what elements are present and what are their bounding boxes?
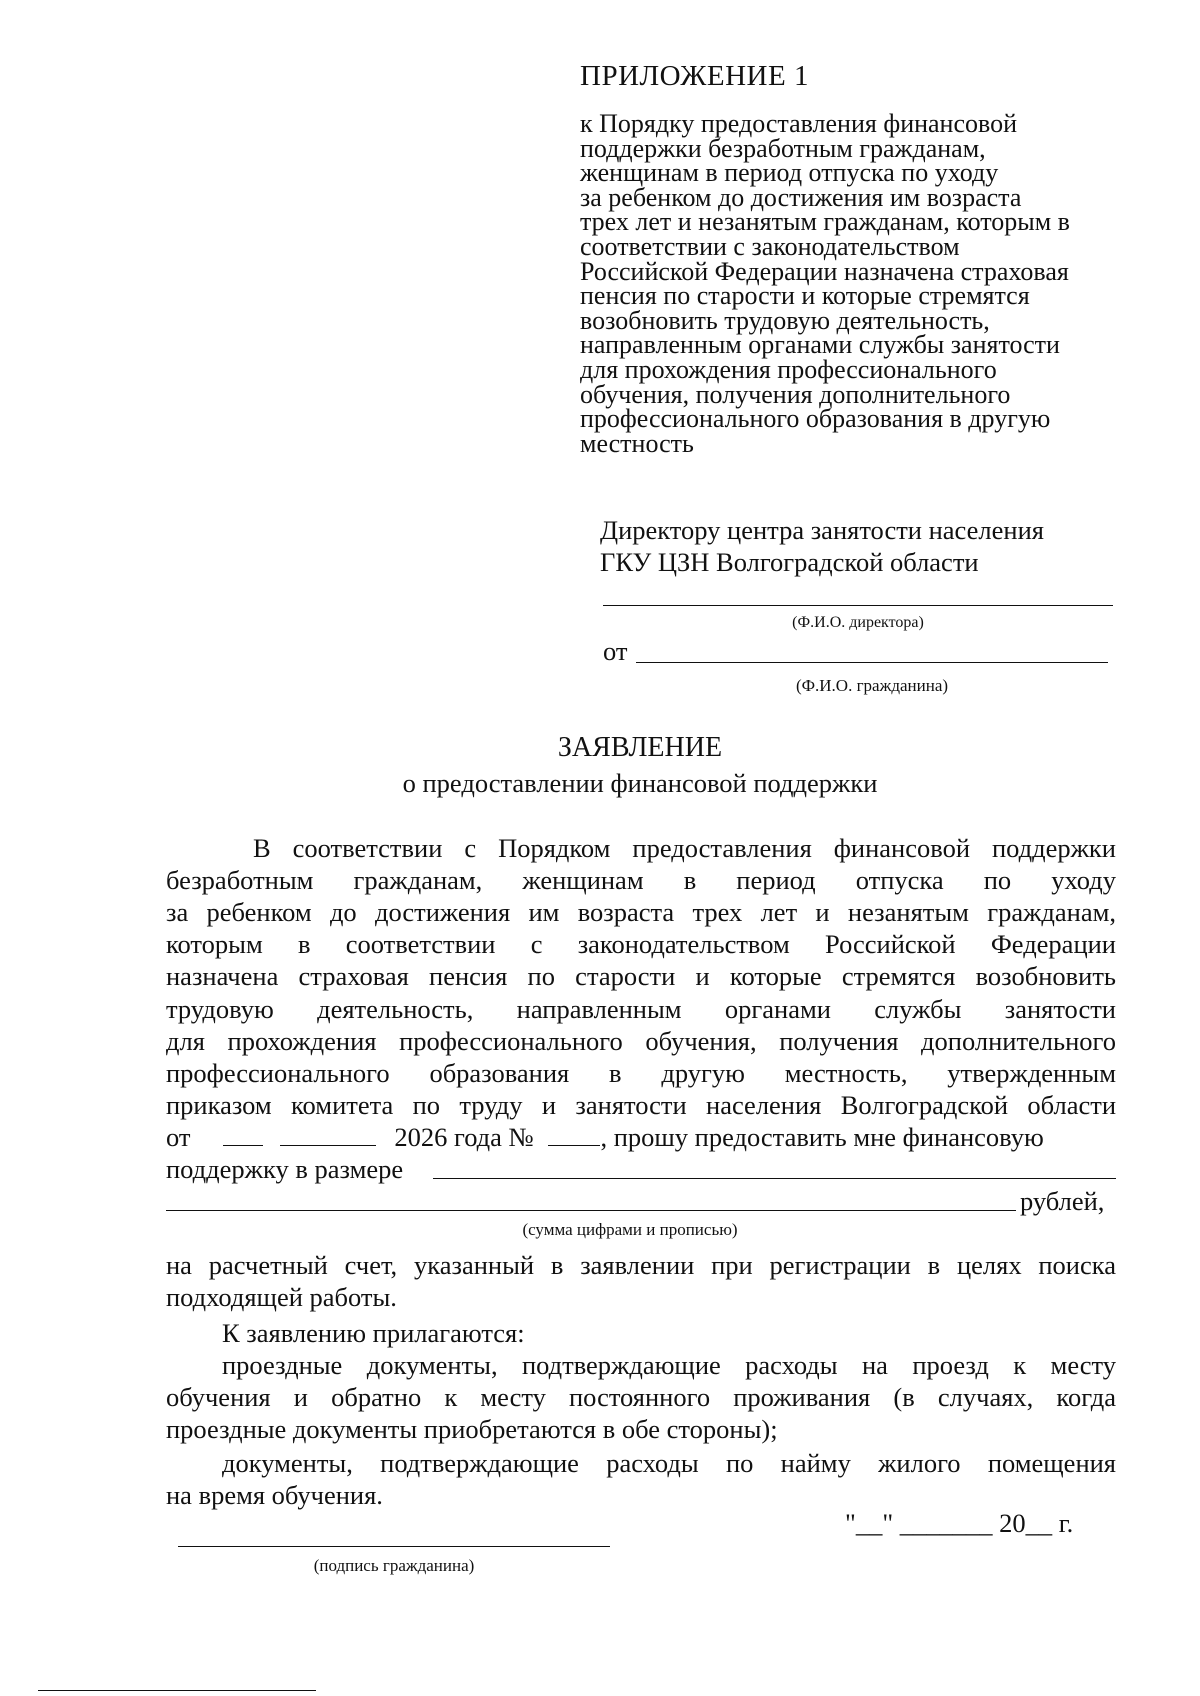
body-line: трудовую деятельность, направленным органами службы занятости xyxy=(166,994,1116,1024)
order-day-field[interactable] xyxy=(223,1123,263,1146)
attachment-1-line: обучения и обратно к месту постоянного проживания (в случаях, когда xyxy=(166,1382,1116,1412)
appendix-reference xyxy=(580,109,1140,458)
citizen-name-field[interactable] xyxy=(636,662,1108,663)
appendix-line: для прохождения профессионального xyxy=(580,354,997,384)
body-line: для прохождения профессионального обучения, получения дополнительного xyxy=(166,1026,1116,1056)
attachment-1-line: проездные документы, подтверждающие расходы на проезд к месту xyxy=(222,1350,1116,1380)
amount-field-continuation[interactable] xyxy=(166,1210,1016,1211)
appendix-line: обучения, получения дополнительного xyxy=(580,379,1011,409)
appendix-line: Российской Федерации назначена страховая xyxy=(580,256,1069,286)
account-line: на расчетный счет, указанный в заявлении при регистрации в целях поиска xyxy=(166,1250,1116,1280)
appendix-line: профессионального образования в другую xyxy=(580,404,1051,434)
order-number-field[interactable] xyxy=(548,1123,600,1146)
appendix-title: ПРИЛОЖЕНИЕ 1 xyxy=(580,60,809,92)
body-line: безработным гражданам, женщинам в период отпуска по уходу xyxy=(166,865,1116,895)
body-line: которым в соответствии с законодательством Российской Федерации xyxy=(166,929,1116,959)
signature-caption: (подпись гражданина) xyxy=(313,1556,475,1575)
document-subtitle: о предоставлении финансовой поддержки xyxy=(402,768,878,798)
appendix-line: за ребенком до достижения им возраста xyxy=(580,182,1022,212)
addressee-line-2: ГКУ ЦЗН Волгоградской области xyxy=(600,547,979,577)
appendix-line: трех лет и незанятым гражданам, которым в xyxy=(580,207,1070,237)
director-caption: (Ф.И.О. директора) xyxy=(792,614,924,631)
body-line: В соответствии с Порядком предоставления финансовой поддержки xyxy=(253,833,1116,863)
attachment-2-line: документы, подтверждающие расходы по найму жилого помещения xyxy=(222,1448,1116,1478)
appendix-line: пенсия по старости и которые стремятся xyxy=(580,281,1030,311)
rubles-label: рублей, xyxy=(1020,1186,1105,1216)
order-date-rest: , прошу предоставить мне финансовую xyxy=(600,1122,1044,1152)
from-label: от xyxy=(603,636,628,666)
citizen-caption: (Ф.И.О. гражданина) xyxy=(795,676,949,695)
signature-date[interactable]: "__" _______ 20__ г. xyxy=(845,1508,1074,1538)
amount-caption: (сумма цифрами и прописью) xyxy=(522,1220,738,1239)
order-year-text: 2026 года № xyxy=(394,1122,534,1152)
amount-label: поддержку в размере xyxy=(166,1154,404,1184)
attachments-intro: К заявлению прилагаются: xyxy=(222,1318,525,1348)
footnote-separator xyxy=(38,1690,316,1691)
document-title: ЗАЯВЛЕНИЕ xyxy=(557,732,723,763)
signature-field[interactable] xyxy=(178,1546,610,1547)
director-name-field[interactable] xyxy=(603,605,1113,606)
amount-field[interactable] xyxy=(433,1178,1116,1179)
order-from-label: от xyxy=(166,1122,191,1152)
appendix-line: женщинам в период отпуска по уходу xyxy=(580,158,999,188)
order-date-line xyxy=(166,1122,1044,1152)
appendix-line: возобновить трудовую деятельность, xyxy=(580,305,990,335)
body-line: назначена страховая пенсия по старости и которые стремятся возобновить xyxy=(166,961,1116,991)
body-line: приказом комитета по труду и занятости населения Волгоградской области xyxy=(166,1090,1116,1120)
appendix-line: поддержки безработным гражданам, xyxy=(580,133,986,163)
body-line: профессионального образования в другую местность, утвержденным xyxy=(166,1058,1116,1088)
order-month-field[interactable] xyxy=(280,1123,376,1146)
appendix-line: местность xyxy=(580,428,694,458)
attachment-2-line: на время обучения. xyxy=(166,1480,383,1510)
appendix-line: к Порядку предоставления финансовой xyxy=(580,109,1018,138)
appendix-line: соответствии с законодательством xyxy=(580,231,960,261)
body-line: за ребенком до достижения им возраста трех лет и незанятым гражданам, xyxy=(166,897,1116,927)
addressee xyxy=(600,514,1044,578)
attachment-1-line: проездные документы приобретаются в обе стороны); xyxy=(166,1414,778,1444)
account-line: подходящей работы. xyxy=(166,1282,397,1312)
addressee-line-1: Директору центра занятости населения xyxy=(600,515,1044,545)
appendix-line: направленным органами службы занятости xyxy=(580,330,1060,360)
